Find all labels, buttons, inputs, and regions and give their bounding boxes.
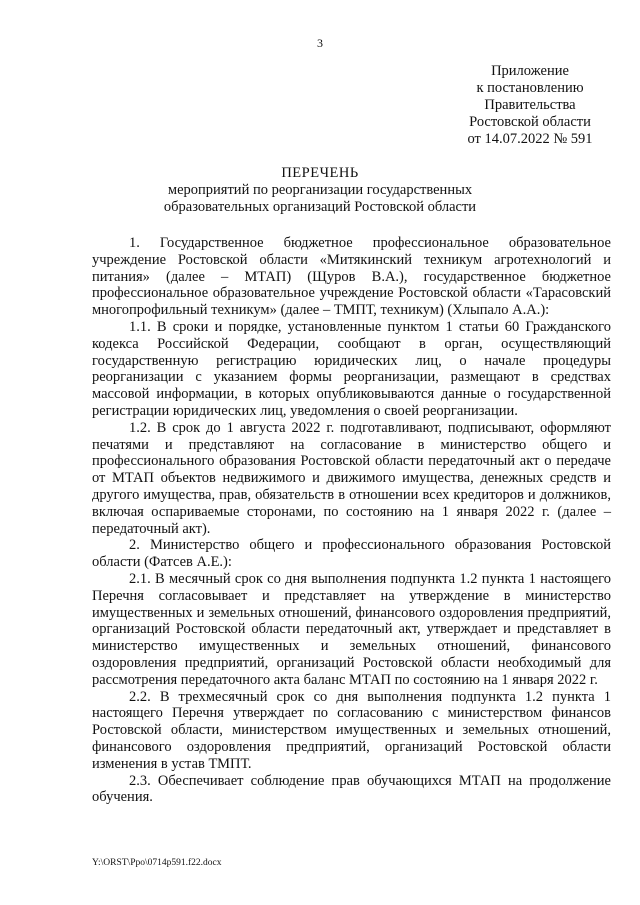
subtitle-line: образовательных организаций Ростовской области (163, 199, 477, 215)
appendix-line: Ростовской области (469, 114, 591, 130)
appendix-block (430, 63, 630, 148)
document-body (92, 235, 611, 806)
footer-file-path: Y:\ORST\Ppo\0714p591.f22.docx (92, 858, 222, 868)
paragraph-1-2: 1.2. В срок до 1 августа 2022 г. подготавливают, подписывают, оформляют печатями и представляют на согласование в министерство общего и профессионального образования Ростовской области передаточный акт о передаче от МТАП объектов недвижимого и движимого имущества, денежных средств и другого имущества, прав, обязательств в отношении всех кредиторов и должников, включая оспариваемые сторонами, по состоянию на 1 января 2022 г. (далее – передаточный акт). (92, 419, 611, 537)
document-title: ПЕРЕЧЕНЬ (281, 165, 359, 181)
appendix-line: к постановлению (476, 80, 584, 96)
document-subtitle (0, 182, 640, 216)
paragraph-2-3: 2.3. Обеспечивает соблюдение прав обучающихся МТАП на продолжение обучения. (92, 772, 611, 806)
paragraph-2-1: 2.1. В месячный срок со дня выполнения подпункта 1.2 пункта 1 настоящего Перечня согласовывает и представляет на утверждение в министерство имущественных и земельных отношений, финансового оздоровления предприятий, организаций Ростовской области передаточный акт, утверждает и представляет в министерство имущественных и земельных отношений, финансового оздоровления предприятий, организаций Ростовской области необходимый для рассмотрения передаточного акта баланс МТАП по состоянию на 1 января 2022 г. (92, 570, 611, 688)
subtitle-line: мероприятий по реорганизации государственных (167, 182, 473, 198)
appendix-line: Правительства (484, 97, 576, 113)
paragraph-2: 2. Министерство общего и профессионального образования Ростовской области (Фатсев А.Е.): (92, 537, 611, 571)
appendix-line: от 14.07.2022 № 591 (467, 131, 593, 147)
paragraph-1-1: 1.1. В сроки и порядке, установленные пунктом 1 статьи 60 Гражданского кодекса Российской Федерации, сообщают в орган, осуществляющий государственную регистрацию юридических лиц, о начале процедуры реорганизации с указанием формы реорганизации, размещают в средствах массовой информации, в которых опубликовываются данные о государственной регистрации юридических лиц, уведомления о своей реорганизации. (92, 318, 611, 419)
appendix-line: Приложение (491, 63, 569, 79)
page-number: 3 (317, 36, 323, 50)
paragraph-2-2: 2.2. В трехмесячный срок со дня выполнения подпункта 1.2 пункта 1 настоящего Перечня утверждает по согласованию с министерством финансов Ростовской области, министерством имущественных и земельных отношений, финансового оздоровления предприятий, организаций Ростовской области изменения в устав ТМПТ. (92, 688, 611, 772)
paragraph-1: 1. Государственное бюджетное профессиональное образовательное учреждение Ростовской области «Митякинский техникум агротехнологий и питания» (далее – МТАП) (Щуров В.А.), государственное бюджетное профессиональное образовательное учреждение Ростовской области «Тарасовский многопрофильный техникум» (далее – ТМПТ, техникум) (Хлыпало А.А.): (92, 235, 611, 319)
